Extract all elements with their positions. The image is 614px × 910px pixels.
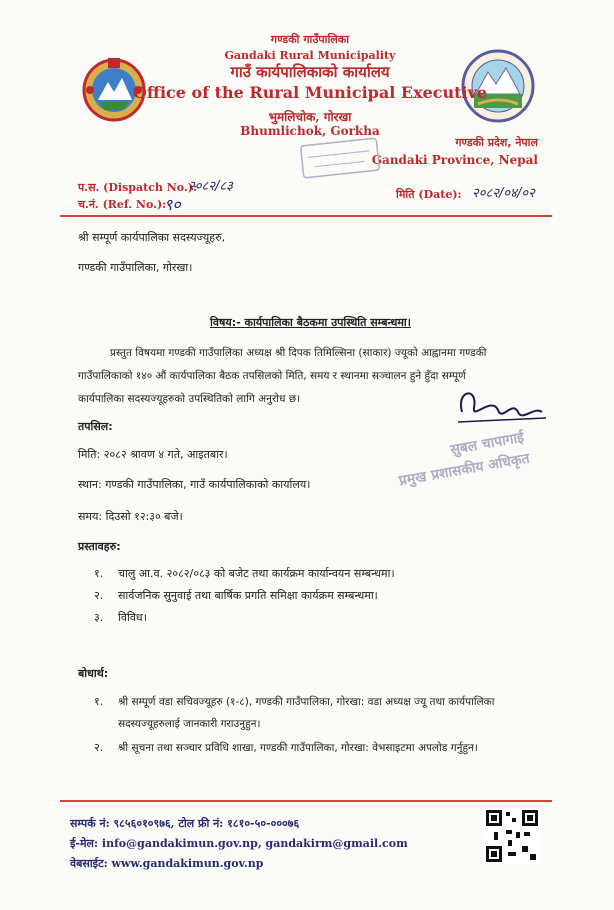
proposal-number: २. [94,589,104,602]
body-para-line-2: गाउँपालिकाको १४० औं कार्यपालिका बैठक तपसिलको मिति, समय र स्थानमा सञ्चालन हुने हुँदा सम्पूर्ण [78,370,466,382]
meeting-date: मिति: २०८२ श्रावण ४ गते, आइतबार। [78,448,228,461]
signature-scribble [452,382,552,430]
cc-text: श्री सम्पूर्ण वडा सचिवज्यूहरु (१-८), गण्डकी गाउँपालिका, गोरखा: वडा अध्यक्ष ज्यू तथा कार्यपालिका [118,696,495,708]
cc-number: २. [94,741,104,754]
qr-code [484,808,540,864]
date-value: २०८२/०४/०२ [472,186,535,201]
municipality-name-en: Gandaki Rural Municipality [224,49,396,62]
place-en: Bhumlichok, Gorkha [240,124,380,138]
proposal-item [94,586,378,606]
proposal-text: विविध। [118,611,147,624]
cc-text: श्री सूचना तथा सञ्चार प्रविधि शाखा, गण्डकी गाउँपालिका, गोरखा: वेभसाइटमा अपलोड गर्नुहुन। [118,742,478,754]
cc-item [94,738,554,758]
cc-item [94,692,554,712]
signatory-name: सुबल चापागाई [449,429,526,459]
office-name-ne: गाउँ कार्यपालिकाको कार्यालय [230,63,390,81]
ref-value: ९० [164,195,181,214]
proposal-text: चालु आ.व. २०८२/०८३ को बजेट तथा कार्यक्रम कार्यान्वयन सम्बन्धमा। [118,567,395,580]
body-para-line-1: प्रस्तुत विषयमा गण्डकी गाउँपालिका अध्यक्ष श्री दिपक तिमिल्सिना (साकार) ज्यूको आह्वानमा गण्डकी [110,347,487,359]
dispatch-value: २०८२/८३ [188,179,233,194]
cc-item-continuation [118,714,261,734]
footer-divider [60,800,552,802]
received-stamp [298,136,381,180]
footer-contact: सम्पर्क नं: ९८५६०१०९७६, टोल फ्री नं: १८१०-५०-०००७६ [70,817,300,830]
proposal-text: सार्वजनिक सुनुवाई तथा बार्षिक प्रगति समिक्षा कार्यक्रम सम्बन्धमा। [118,589,378,602]
dispatch-label: प.स. (Dispatch No.): [78,181,198,194]
body-para-line-3: कार्यपालिका सदस्यज्यूहरुको उपस्थितिको लागि अनुरोध छ। [78,393,301,405]
proposal-number: ३. [94,611,104,624]
cc-heading: बोधार्थ: [78,667,109,680]
ref-label: च.नं. (Ref. No.): [78,198,167,211]
subject-line: विषय:- कार्यपालिका बैठकमा उपस्थिति सम्बन्धमा। [210,316,411,329]
meeting-place: स्थान: गण्डकी गाउँपालिका, गाउँ कार्यपालिकाको कार्यालय। [78,478,311,491]
tapsil-heading: तपसिल: [78,420,113,433]
cc-number: १. [94,695,104,708]
proposals-heading: प्रस्तावहरु: [78,540,121,553]
municipality-name-ne: गण्डकी गाउँपालिका [270,33,350,46]
province-en: Gandaki Province, Nepal [371,153,538,167]
footer-website[interactable]: वेबसाईट: www.gandakimun.gov.np [70,857,264,870]
province-ne: गण्डकी प्रदेश, नेपाल [455,136,538,149]
date-label: मिति (Date): [396,188,462,201]
place-ne: भुमलिचोक, गोरखा [268,110,352,124]
recipient-line-1: श्री सम्पूर्ण कार्यपालिका सदस्यज्यूहरु, [78,231,226,244]
footer-email[interactable]: ई-मेल: info@gandakimun.gov.np, gandakirm@gmail.com [70,837,408,850]
proposal-item [94,608,147,628]
recipient-line-2: गण्डकी गाउँपालिका, गोरखा। [78,261,193,274]
meeting-time: समय: दिउसो १२:३० बजे। [78,510,183,523]
cc-text-2: सदस्यज्यूहरुलाई जानकारी गराउनुहुन। [118,718,261,730]
header-divider [60,215,552,217]
signatory-title: प्रमुख प्रशासकीय अधिकृत [397,450,531,490]
proposal-number: १. [94,567,104,580]
proposal-item [94,564,395,584]
office-name-en: Office of the Rural Municipal Executive [132,83,488,102]
